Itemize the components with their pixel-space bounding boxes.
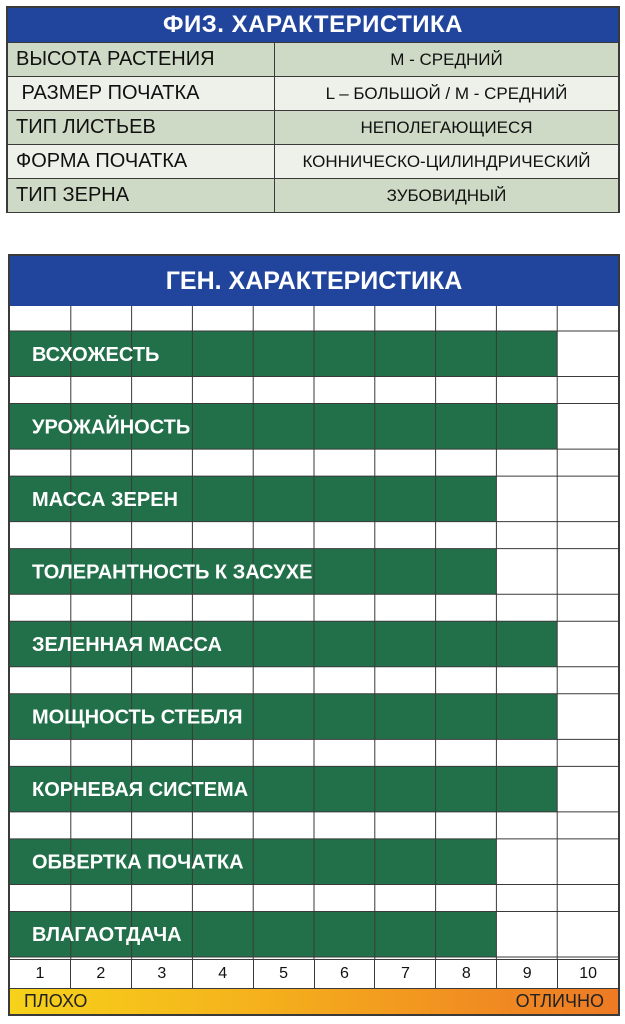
- physical-row-value: M - СРЕДНИЙ: [275, 43, 618, 76]
- x-tick-label: 3: [132, 960, 193, 988]
- x-tick-label: 2: [71, 960, 132, 988]
- physical-table-title: ФИЗ. ХАРАКТЕРИСТИКА: [8, 8, 618, 42]
- scale-high-label: ОТЛИЧНО: [515, 991, 604, 1011]
- bar-label: ВСХОЖЕСТЬ: [32, 343, 160, 366]
- x-tick-label: 8: [436, 960, 497, 988]
- x-tick-label: 1: [10, 960, 71, 988]
- physical-table-rows: [8, 42, 618, 212]
- bar-label: МОЩНОСТЬ СТЕБЛЯ: [32, 706, 243, 729]
- x-tick-label: 9: [497, 960, 558, 988]
- physical-row-value: КОННИЧЕСКО-ЦИЛИНДРИЧЕСКИЙ: [275, 145, 618, 178]
- bar-label: ОБВЕРТКА ПОЧАТКА: [32, 851, 244, 874]
- physical-row-label: ВЫСОТА РАСТЕНИЯ: [8, 43, 275, 76]
- x-tick-label: 10: [579, 965, 597, 982]
- physical-row: [8, 144, 618, 178]
- physical-row-label: ТИП ЛИСТЬЕВ: [8, 111, 275, 144]
- physical-row-value: L – БОЛЬШОЙ / M - СРЕДНИЙ: [275, 77, 618, 110]
- physical-row-value: ЗУБОВИДНЫЙ: [275, 179, 618, 212]
- chart-plot-area: [10, 306, 618, 959]
- scale-low-label: ПЛОХО: [24, 991, 88, 1011]
- bar-label: УРОЖАЙНОСТЬ: [32, 416, 191, 439]
- physical-row-label: РАЗМЕР ПОЧАТКА: [8, 77, 275, 110]
- x-tick-label: 7: [375, 960, 436, 988]
- genetic-characteristics-chart: [8, 254, 620, 1016]
- physical-row-value: НЕПОЛЕГАЮЩИЕСЯ: [275, 111, 618, 144]
- x-axis-ticks: [10, 959, 618, 988]
- chart-title: ГЕН. ХАРАКТЕРИСТИКА: [10, 256, 618, 306]
- physical-row: [8, 76, 618, 110]
- bar-label: ЗЕЛЕННАЯ МАССА: [32, 634, 222, 656]
- bar-label: КОРНЕВАЯ СИСТЕМА: [32, 779, 249, 802]
- physical-row: [8, 42, 618, 76]
- x-tick-label: 5: [254, 960, 315, 988]
- bar-label: ВЛАГАОТДАЧА: [32, 924, 182, 947]
- x-tick-label: 4: [193, 960, 254, 988]
- chart-svg: [10, 306, 618, 959]
- physical-row-label: ФОРМА ПОЧАТКА: [8, 145, 275, 178]
- physical-characteristics-table: [6, 6, 620, 213]
- physical-row: [8, 110, 618, 144]
- x-tick-label: 6: [315, 960, 376, 988]
- bar-label: ТОЛЕРАНТНОСТЬ К ЗАСУХЕ: [32, 561, 313, 584]
- physical-row: [8, 178, 618, 212]
- quality-scale-bar: [10, 988, 618, 1014]
- bar-label: МАССА ЗЕРЕН: [32, 488, 178, 511]
- physical-row-label: ТИП ЗЕРНА: [8, 179, 275, 212]
